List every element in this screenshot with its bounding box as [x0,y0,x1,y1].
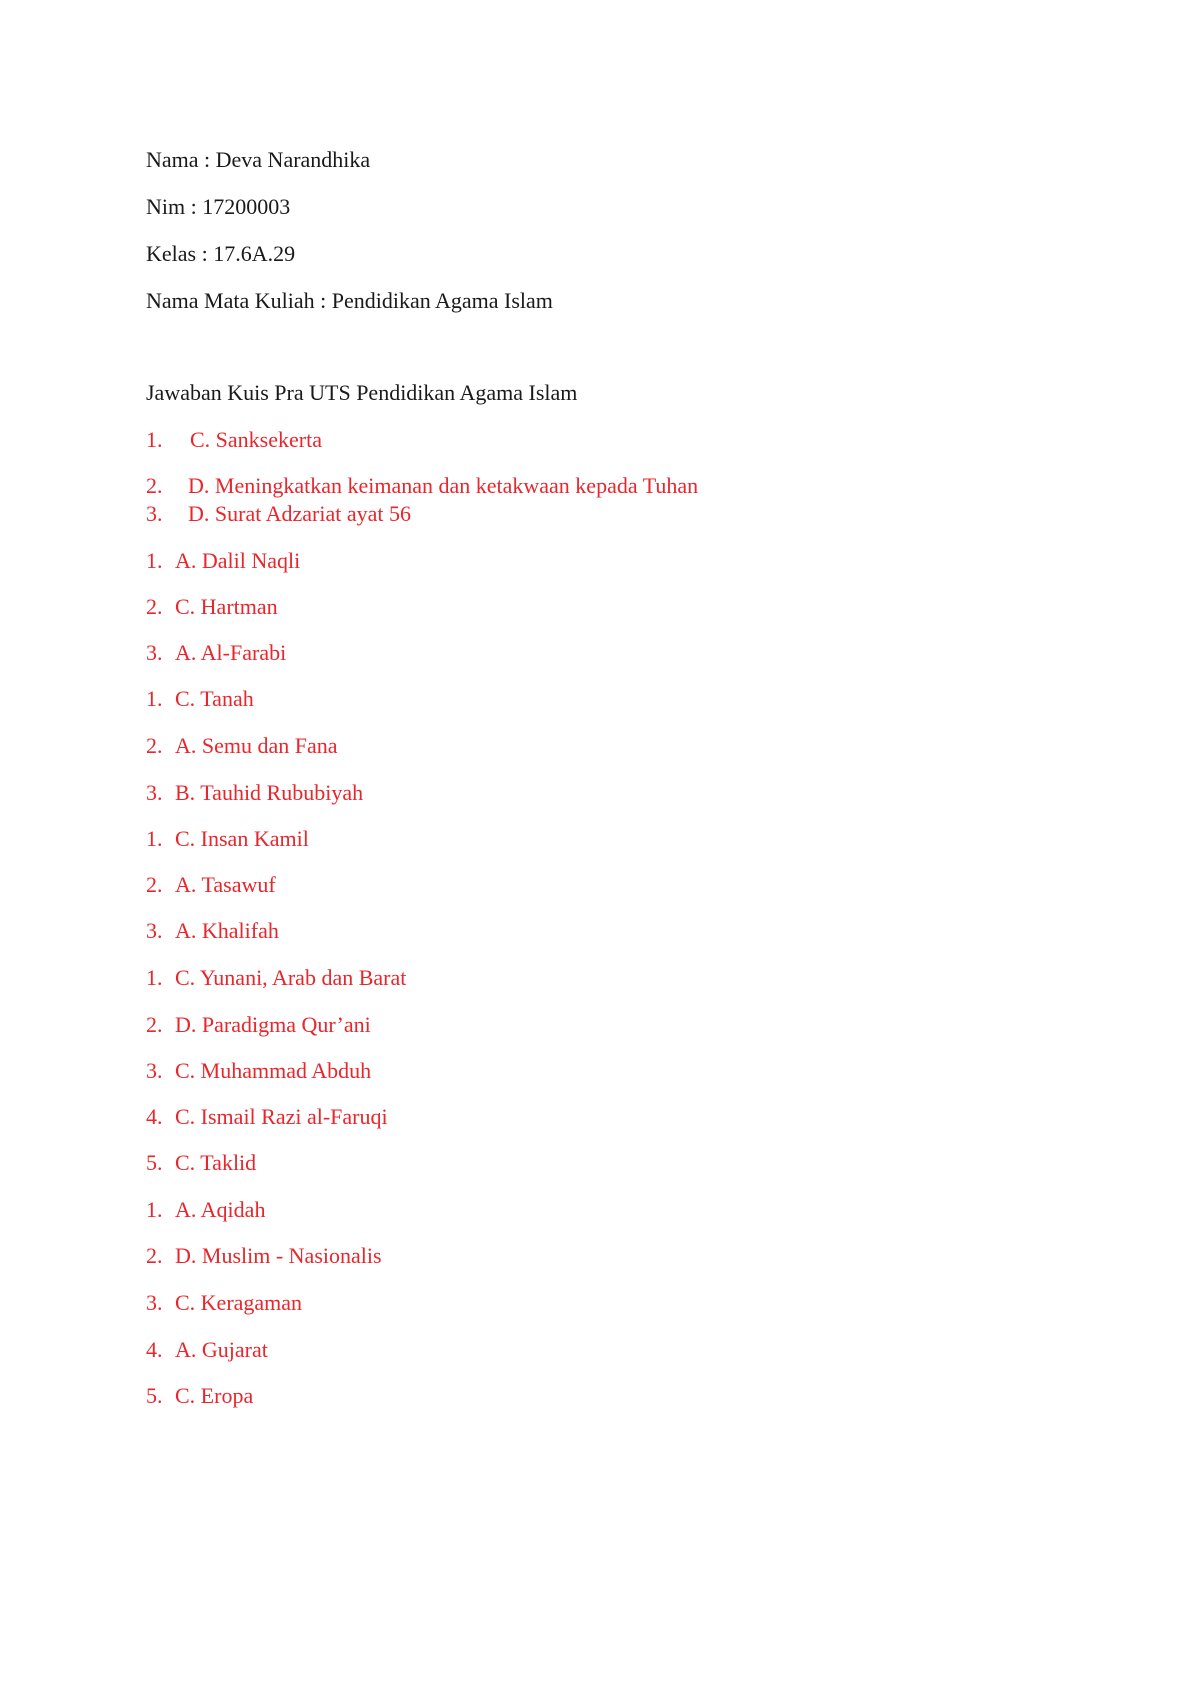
student-nim: Nim : 17200003 [146,194,291,219]
answer-text: C. Muhammad Abduh [175,1058,372,1083]
answer-number: 1. [146,548,163,573]
answer-item [146,1383,253,1409]
answer-text: A. Al-Farabi [175,640,287,665]
student-class: Kelas : 17.6A.29 [146,241,296,266]
answer-number: 4. [146,1337,163,1362]
answer-item [146,427,322,453]
answer-number: 5. [146,1383,163,1408]
answer-number: 3. [146,640,163,665]
answer-text: A. Gujarat [175,1337,268,1362]
answer-text: C. Ismail Razi al-Faruqi [175,1104,388,1129]
answer-text: C. Taklid [175,1150,257,1175]
answer-text: D. Muslim - Nasionalis [175,1243,382,1268]
answer-text: C. Eropa [175,1383,254,1408]
answer-item [146,1197,265,1223]
answer-number: 5. [146,1150,163,1175]
answer-item [146,1150,256,1176]
answer-item [146,501,411,527]
answer-text: A. Tasawuf [175,872,276,897]
answer-text: A. Aqidah [175,1197,266,1222]
answer-text: D. Paradigma Qur’ani [175,1012,371,1037]
answer-number: 2. [146,872,163,897]
answer-item [146,1058,371,1084]
answer-item [146,918,279,944]
answer-text: D. Meningkatkan keimanan dan ketakwaan kepada Tuhan [188,473,699,498]
answer-number: 3. [146,501,163,526]
answer-item [146,1337,268,1363]
answer-number: 2. [146,733,163,758]
answer-number: 2. [146,594,163,619]
answer-number: 2. [146,1243,163,1268]
answer-item [146,826,309,852]
answer-number: 2. [146,473,163,498]
answer-number: 2. [146,1012,163,1037]
student-name: Nama : Deva Narandhika [146,147,371,172]
answer-text: B. Tauhid Rububiyah [175,780,364,805]
answer-number: 1. [146,427,163,452]
answer-item [146,1243,382,1269]
answer-item [146,965,406,991]
answer-text: A. Dalil Naqli [175,548,301,573]
answer-number: 1. [146,826,163,851]
answer-number: 1. [146,686,163,711]
answer-item [146,872,276,898]
answer-text: C. Tanah [175,686,254,711]
answer-number: 3. [146,780,163,805]
answer-number: 3. [146,1058,163,1083]
answer-number: 1. [146,965,163,990]
answer-number: 4. [146,1104,163,1129]
answer-item [146,548,300,574]
answer-text: C. Sanksekerta [190,427,322,452]
answer-number: 3. [146,918,163,943]
answer-text: A. Khalifah [175,918,279,943]
answer-number: 3. [146,1290,163,1315]
answer-item [146,780,363,806]
answer-item [146,1290,302,1316]
answer-item [146,1012,371,1038]
course-name: Nama Mata Kuliah : Pendidikan Agama Islam [146,288,553,313]
answer-item [146,594,278,620]
quiz-title: Jawaban Kuis Pra UTS Pendidikan Agama Islam [146,380,578,405]
answer-text: C. Insan Kamil [175,826,309,851]
answer-text: C. Hartman [175,594,278,619]
answer-text: D. Surat Adzariat ayat 56 [188,501,411,526]
answer-item [146,473,698,499]
answer-item [146,686,254,712]
answer-item [146,733,338,759]
answer-item [146,640,286,666]
answer-item [146,1104,388,1130]
answer-number: 1. [146,1197,163,1222]
answer-text: A. Semu dan Fana [175,733,338,758]
answer-text: C. Yunani, Arab dan Barat [175,965,407,990]
answer-text: C. Keragaman [175,1290,303,1315]
